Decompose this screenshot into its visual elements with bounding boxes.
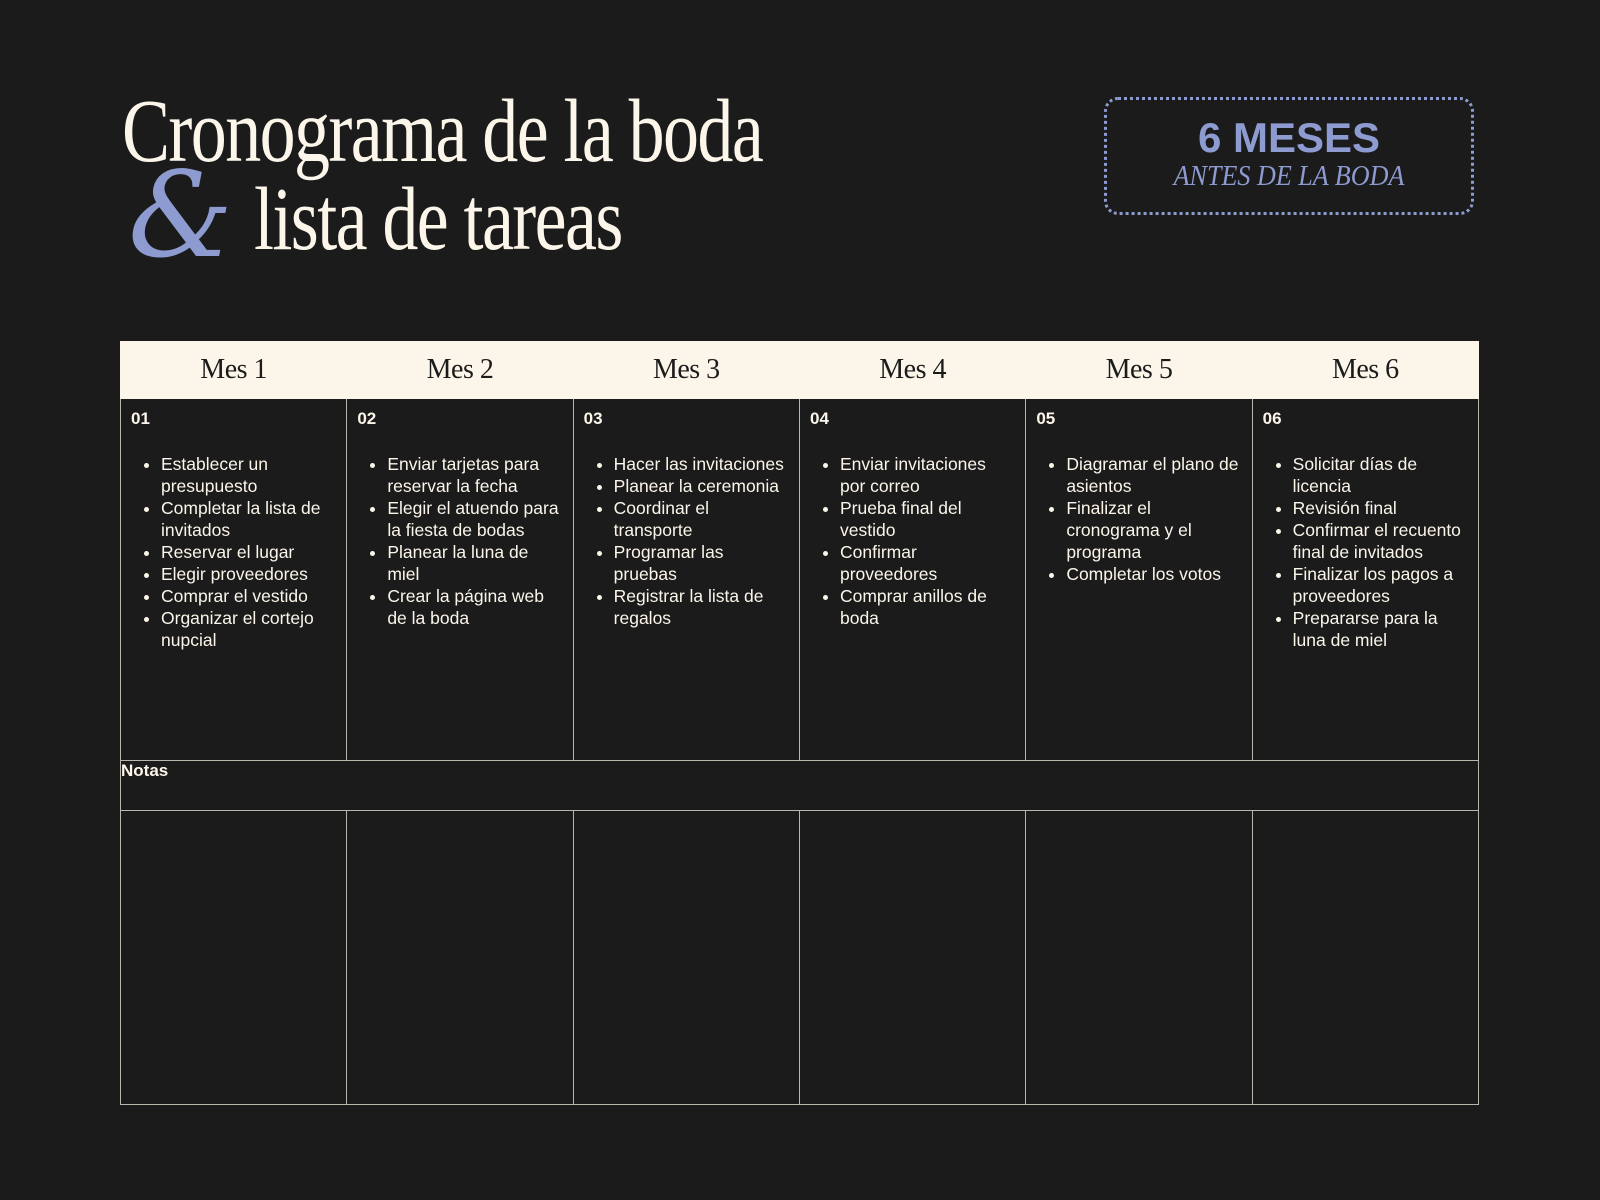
task-item: • Diagramar el plano de asientos <box>1066 453 1241 497</box>
task-item: • Prepararse para la luna de miel <box>1293 607 1468 651</box>
badge-sub-text: ANTES DE LA BODA <box>1173 160 1405 192</box>
task-item: • Comprar el vestido <box>161 585 336 607</box>
month-header: Mes 3 <box>573 342 799 399</box>
badge-main-text: 6 MESES <box>1197 114 1381 161</box>
notes-cell[interactable] <box>1252 811 1478 1105</box>
task-item: • Enviar tarjetas para reservar la fecha <box>387 453 562 497</box>
task-item: • Finalizar el cronograma y el programa <box>1066 497 1241 563</box>
task-item: • Hacer las invitaciones <box>614 453 789 475</box>
month-task-cell <box>347 399 573 761</box>
task-item: • Confirmar proveedores <box>840 541 1015 585</box>
task-item: • Elegir proveedores <box>161 563 336 585</box>
task-item: • Registrar la lista de regalos <box>614 585 789 629</box>
notes-row <box>121 811 1479 1105</box>
month-task-cell <box>799 399 1025 761</box>
notes-cell[interactable] <box>573 811 799 1105</box>
task-item: • Comprar anillos de boda <box>840 585 1015 629</box>
month-task-cell <box>1026 399 1252 761</box>
task-item: • Planear la ceremonia <box>614 475 789 497</box>
title-line-2: lista de tareas <box>254 170 622 269</box>
notes-cell[interactable] <box>347 811 573 1105</box>
task-item: • Organizar el cortejo nupcial <box>161 607 336 651</box>
task-item: • Elegir el atuendo para la fiesta de bodas <box>387 497 562 541</box>
month-header: Mes 6 <box>1252 342 1478 399</box>
task-list <box>131 453 336 651</box>
task-list <box>584 453 789 629</box>
notes-cell[interactable] <box>1026 811 1252 1105</box>
task-item: • Coordinar el transporte <box>614 497 789 541</box>
task-list <box>357 453 562 629</box>
task-item: • Establecer un presupuesto <box>161 453 336 497</box>
month-number: 06 <box>1262 409 1282 428</box>
task-item: • Revisión final <box>1293 497 1468 519</box>
task-item: • Programar las pruebas <box>614 541 789 585</box>
timeframe-badge <box>1104 97 1474 215</box>
notes-label: Notas <box>121 761 1479 811</box>
month-number: 05 <box>1036 409 1056 428</box>
month-header: Mes 1 <box>121 342 347 399</box>
notes-cell[interactable] <box>121 811 347 1105</box>
task-item: • Completar la lista de invitados <box>161 497 336 541</box>
task-row <box>121 399 1479 761</box>
task-item: • Enviar invitaciones por correo <box>840 453 1015 497</box>
task-item: • Reservar el lugar <box>161 541 336 563</box>
notes-label-row <box>121 761 1479 811</box>
month-header-row <box>121 342 1479 399</box>
ampersand-ornament: & <box>128 146 234 284</box>
month-header: Mes 4 <box>799 342 1025 399</box>
month-task-cell <box>121 399 347 761</box>
task-item: • Solicitar días de licencia <box>1293 453 1468 497</box>
month-header: Mes 5 <box>1026 342 1252 399</box>
task-list <box>1036 453 1241 585</box>
task-item: • Completar los votos <box>1066 563 1241 585</box>
timeline-table <box>120 341 1479 1105</box>
month-number: 03 <box>583 409 603 428</box>
month-number: 02 <box>357 409 377 428</box>
task-item: • Prueba final del vestido <box>840 497 1015 541</box>
task-item: • Finalizar los pagos a proveedores <box>1293 563 1468 607</box>
task-item: • Planear la luna de miel <box>387 541 562 585</box>
month-task-cell <box>1252 399 1478 761</box>
title-line-1: Cronograma de la boda <box>122 82 763 181</box>
task-list <box>1263 453 1468 651</box>
month-number: 04 <box>809 409 829 428</box>
task-item: • Crear la página web de la boda <box>387 585 562 629</box>
notes-cell[interactable] <box>799 811 1025 1105</box>
task-item: • Confirmar el recuento final de invitados <box>1293 519 1468 563</box>
month-task-cell <box>573 399 799 761</box>
month-number: 01 <box>131 409 150 428</box>
month-header: Mes 2 <box>347 342 573 399</box>
task-list <box>810 453 1015 629</box>
